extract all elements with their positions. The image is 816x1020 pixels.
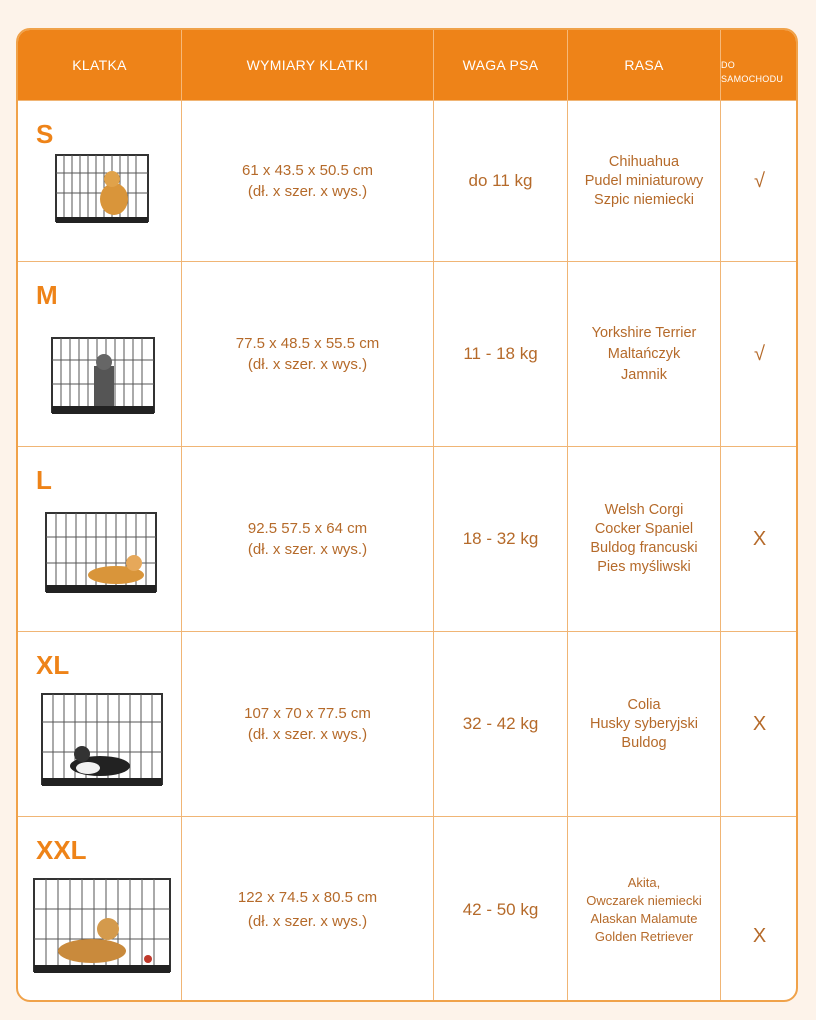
breeds-cell [568, 262, 721, 446]
dims-value: 92.5 57.5 x 64 cm [247, 520, 368, 537]
dims-value: 61 x 43.5 x 50.5 cm [242, 162, 373, 179]
weight-value: 18 - 32 kg [462, 529, 539, 548]
dims-cell [182, 262, 434, 446]
dims-note: (dł. x szer. x wys.) [247, 356, 368, 373]
size-cell [18, 101, 182, 261]
dims-note: (dł. x szer. x wys.) [247, 541, 368, 558]
cage-image [40, 692, 164, 790]
dims-cell [182, 632, 434, 816]
breeds-cell [568, 632, 721, 816]
header-do: DO [721, 59, 736, 70]
weight-cell [434, 817, 568, 1002]
breed-item: Cocker Spaniel [594, 521, 694, 537]
weight-value: 42 - 50 kg [462, 899, 539, 919]
header-klatka: KLATKA [18, 30, 182, 100]
breed-item: Buldog [621, 734, 667, 751]
size-label: XL [36, 650, 70, 680]
car-cell [721, 632, 798, 816]
car-check-mark: √ [754, 342, 765, 365]
size-cell [18, 817, 182, 1002]
cage-image [54, 153, 150, 227]
size-label: M [36, 280, 58, 310]
car-x-mark: X [752, 712, 767, 735]
table-row-m [18, 261, 796, 446]
header-waga: WAGA PSA [434, 30, 568, 100]
breed-item: Szpic niemiecki [594, 191, 694, 208]
table-row-xxl [18, 816, 796, 1002]
size-cell [18, 632, 182, 816]
cage-image [50, 336, 156, 418]
dims-value: 77.5 x 48.5 x 55.5 cm [235, 335, 380, 352]
size-label: XXL [36, 835, 87, 865]
dims-value: 122 x 74.5 x 80.5 cm [237, 888, 378, 906]
size-cell [18, 447, 182, 631]
dims-cell [182, 447, 434, 631]
breeds-cell [568, 447, 721, 631]
breed-item: Alaskan Malamute [590, 910, 698, 926]
breeds-cell [568, 817, 721, 1002]
cage-image [44, 511, 158, 597]
dims-note: (dł. x szer. x wys.) [247, 726, 368, 743]
breed-item: Colia [627, 696, 661, 713]
weight-cell [434, 262, 568, 446]
weight-cell [434, 632, 568, 816]
car-cell [721, 262, 798, 446]
breed-item: Chihuahua [608, 153, 680, 170]
breeds-cell [568, 101, 721, 261]
weight-value: 32 - 42 kg [462, 714, 539, 733]
breed-item: Pudel miniaturowy [584, 172, 704, 189]
car-x-mark: X [752, 925, 767, 947]
table-row-s [18, 100, 796, 261]
size-label: L [36, 465, 52, 495]
table-row-xl [18, 631, 796, 816]
dims-note: (dł. x szer. x wys.) [247, 912, 368, 930]
header-rasa: RASA [568, 30, 721, 100]
breed-item: Husky syberyjski [590, 715, 698, 732]
car-cell [721, 101, 798, 261]
breed-item: Maltańczyk [607, 345, 681, 362]
weight-value: do 11 kg [468, 171, 533, 190]
car-cell [721, 447, 798, 631]
breed-item: Welsh Corgi [604, 502, 684, 518]
table-row-l [18, 446, 796, 631]
breed-item: Yorkshire Terrier [591, 324, 697, 341]
breed-item: Akita, [627, 874, 661, 890]
car-cell [721, 817, 798, 1002]
car-x-mark: X [752, 527, 767, 550]
dims-value: 107 x 70 x 77.5 cm [244, 705, 371, 722]
dims-cell [182, 101, 434, 261]
breed-item: Owczarek niemiecki [586, 892, 702, 908]
header-samochodu: SAMOCHODU [721, 74, 784, 84]
weight-cell [434, 101, 568, 261]
cage-size-table [16, 28, 798, 1002]
header-do-samochodu [721, 30, 798, 100]
breed-item: Pies myśliwski [597, 559, 691, 575]
breed-item: Jamnik [621, 366, 667, 383]
size-label: S [36, 119, 54, 149]
breed-item: Buldog francuski [590, 540, 698, 556]
dims-note: (dł. x szer. x wys.) [247, 183, 368, 200]
table-header [18, 30, 796, 100]
size-cell [18, 262, 182, 446]
dims-cell [182, 817, 434, 1002]
weight-value: 11 - 18 kg [463, 344, 538, 363]
cage-image [32, 877, 172, 977]
header-wymiary: WYMIARY KLATKI [182, 30, 434, 100]
breed-item: Golden Retriever [594, 928, 694, 944]
car-check-mark: √ [754, 169, 765, 192]
weight-cell [434, 447, 568, 631]
